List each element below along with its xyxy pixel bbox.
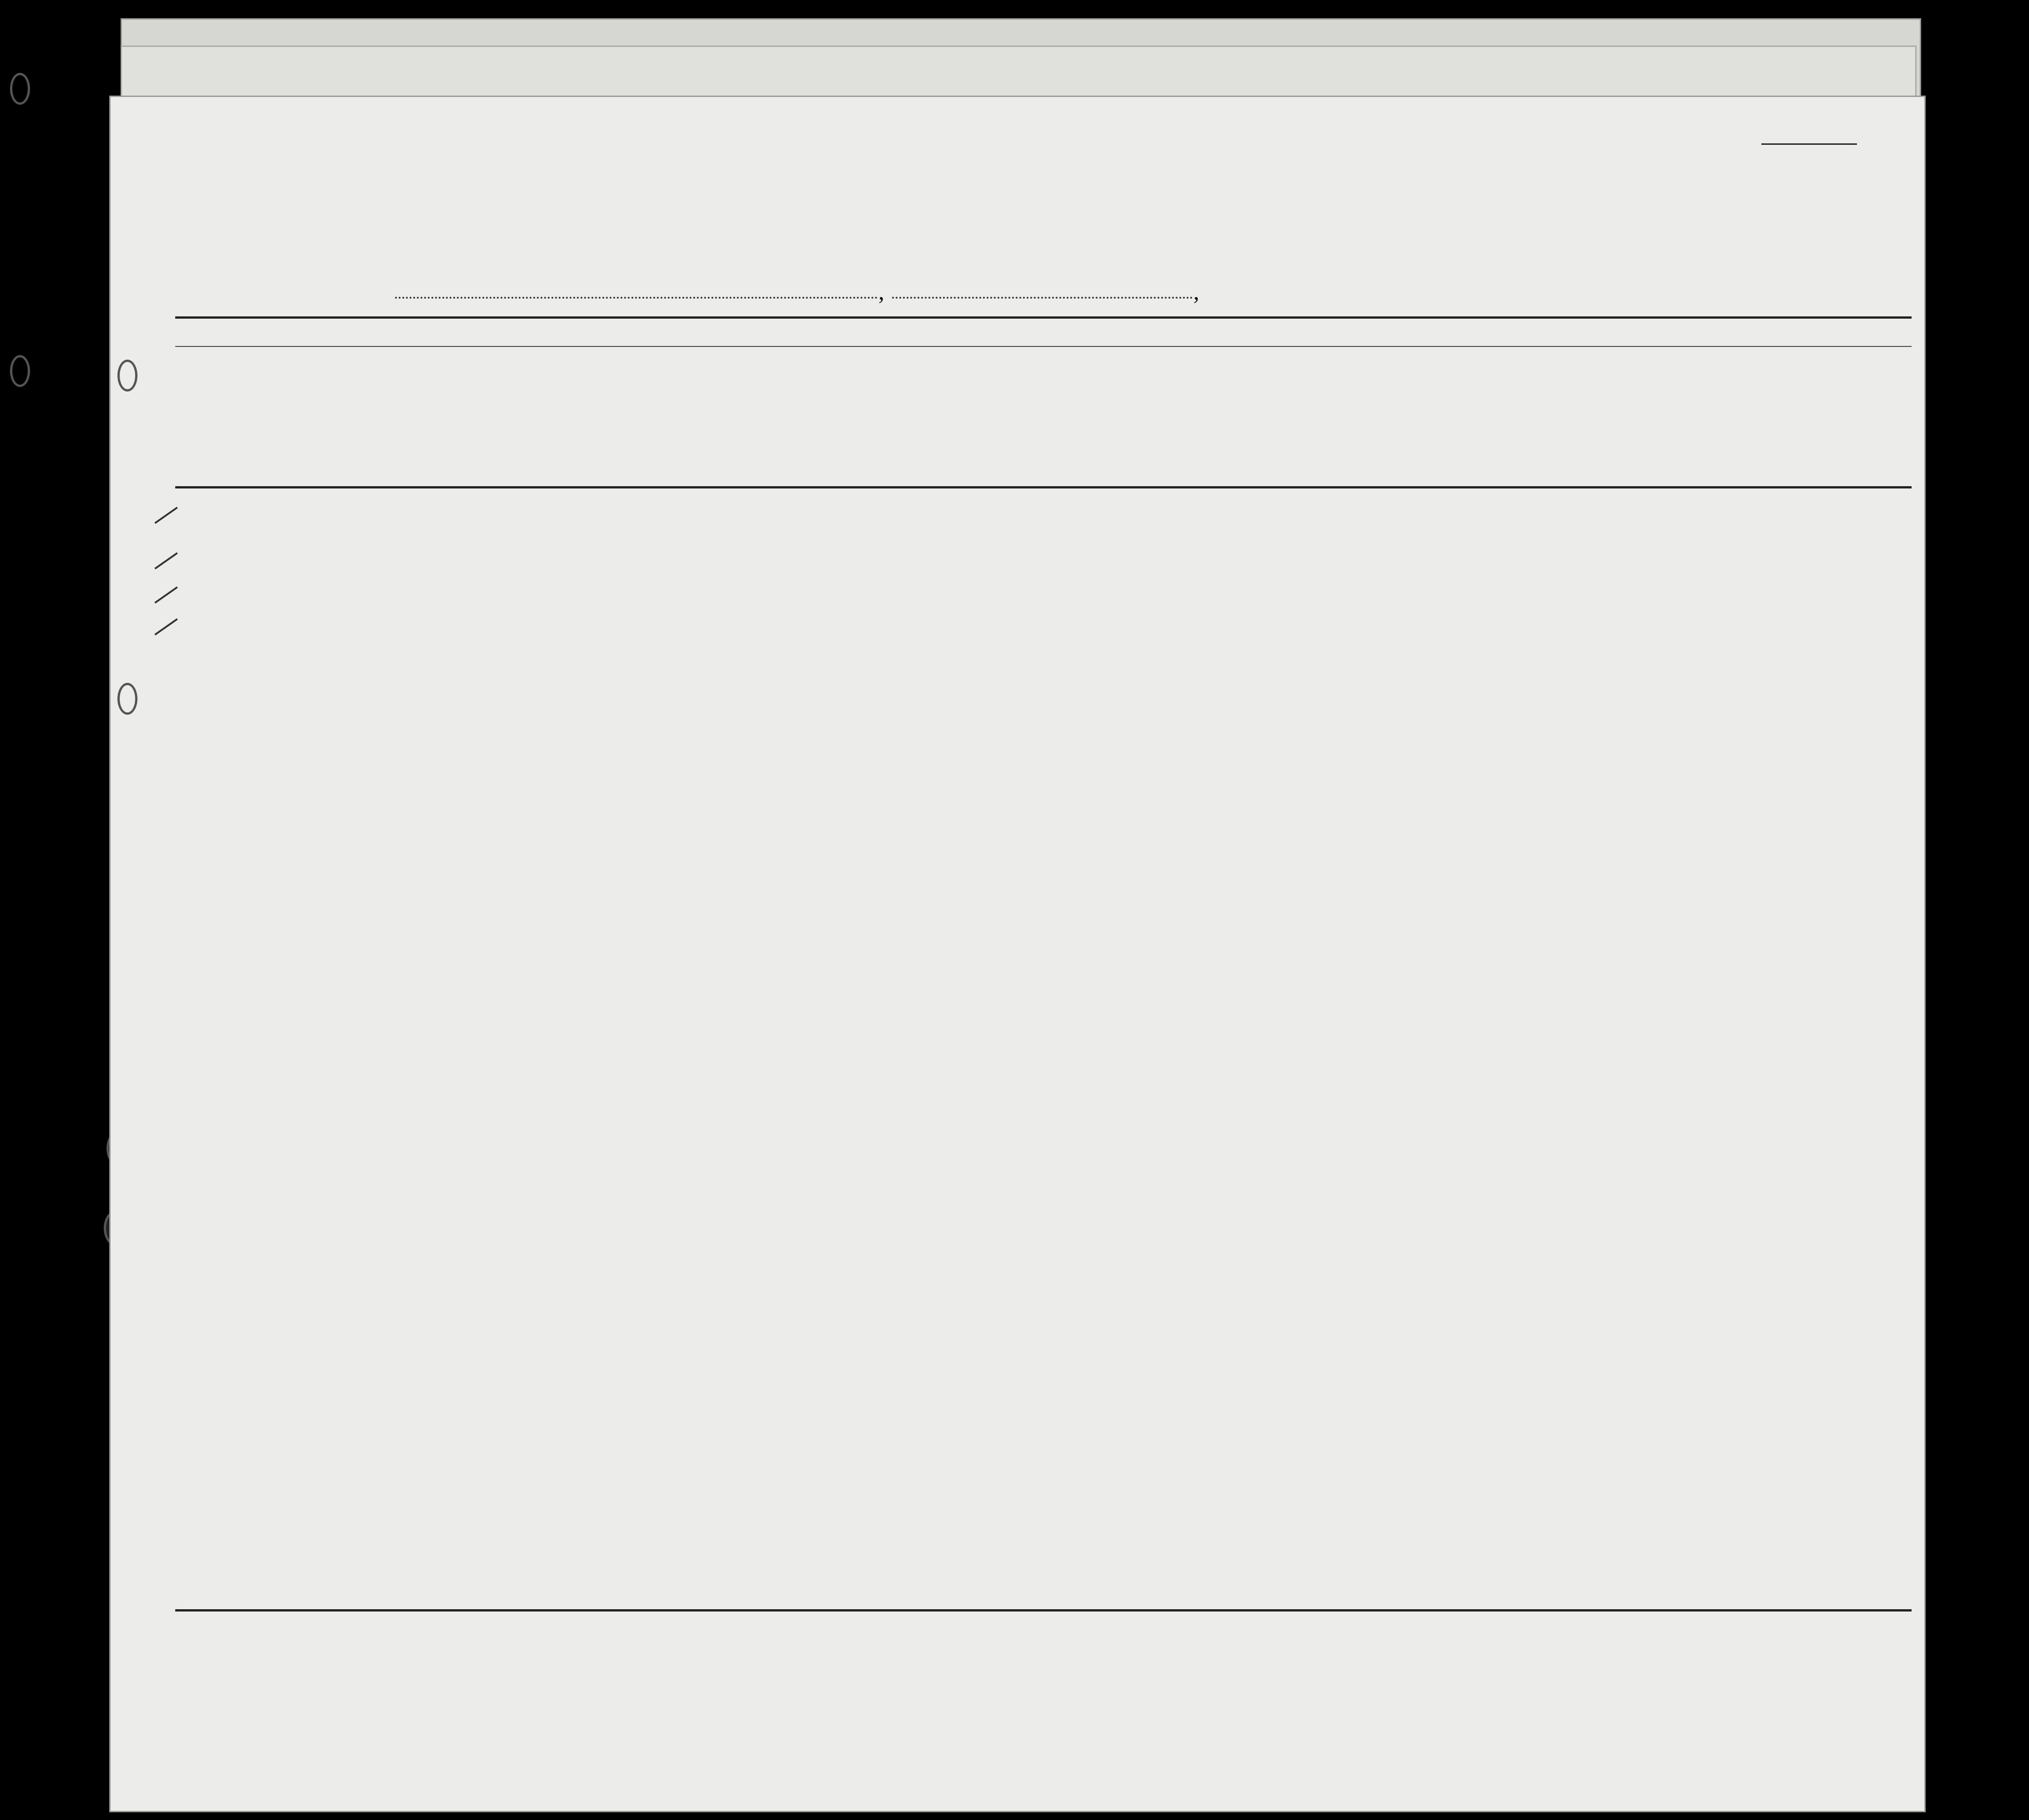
hdr-q28 bbox=[1363, 360, 1409, 483]
binding-hole bbox=[10, 355, 30, 387]
hdr-purpose-a bbox=[1140, 369, 1184, 483]
hdr-q29 bbox=[1411, 360, 1446, 483]
manifest-sheet bbox=[109, 96, 1926, 1812]
hdr-fifty bbox=[738, 355, 759, 478]
header-number-rule bbox=[175, 346, 1912, 347]
header-bottom-rule bbox=[175, 486, 1912, 488]
binding-hole bbox=[117, 360, 137, 391]
table-bottom-rule bbox=[175, 1609, 1912, 1612]
hdr-anarchist bbox=[1340, 360, 1359, 483]
header-top-rule bbox=[175, 316, 1912, 319]
hdr-prison bbox=[1275, 360, 1315, 483]
hdr-purpose-b bbox=[1187, 369, 1231, 483]
port-line bbox=[395, 296, 878, 299]
hdr-feet bbox=[1607, 401, 1623, 478]
hdr-q30 bbox=[1450, 360, 1488, 483]
date-line bbox=[892, 296, 1192, 299]
binding-hole bbox=[10, 73, 30, 105]
hdr-purpose-c bbox=[1233, 369, 1273, 483]
hdr-polygamist bbox=[1318, 360, 1336, 483]
list-number bbox=[1761, 143, 1857, 145]
hdr-ticket bbox=[624, 364, 644, 478]
comma: , bbox=[1193, 279, 1199, 305]
comma: , bbox=[878, 279, 884, 305]
hdr-inches bbox=[1627, 401, 1643, 478]
binding-hole bbox=[117, 683, 137, 715]
